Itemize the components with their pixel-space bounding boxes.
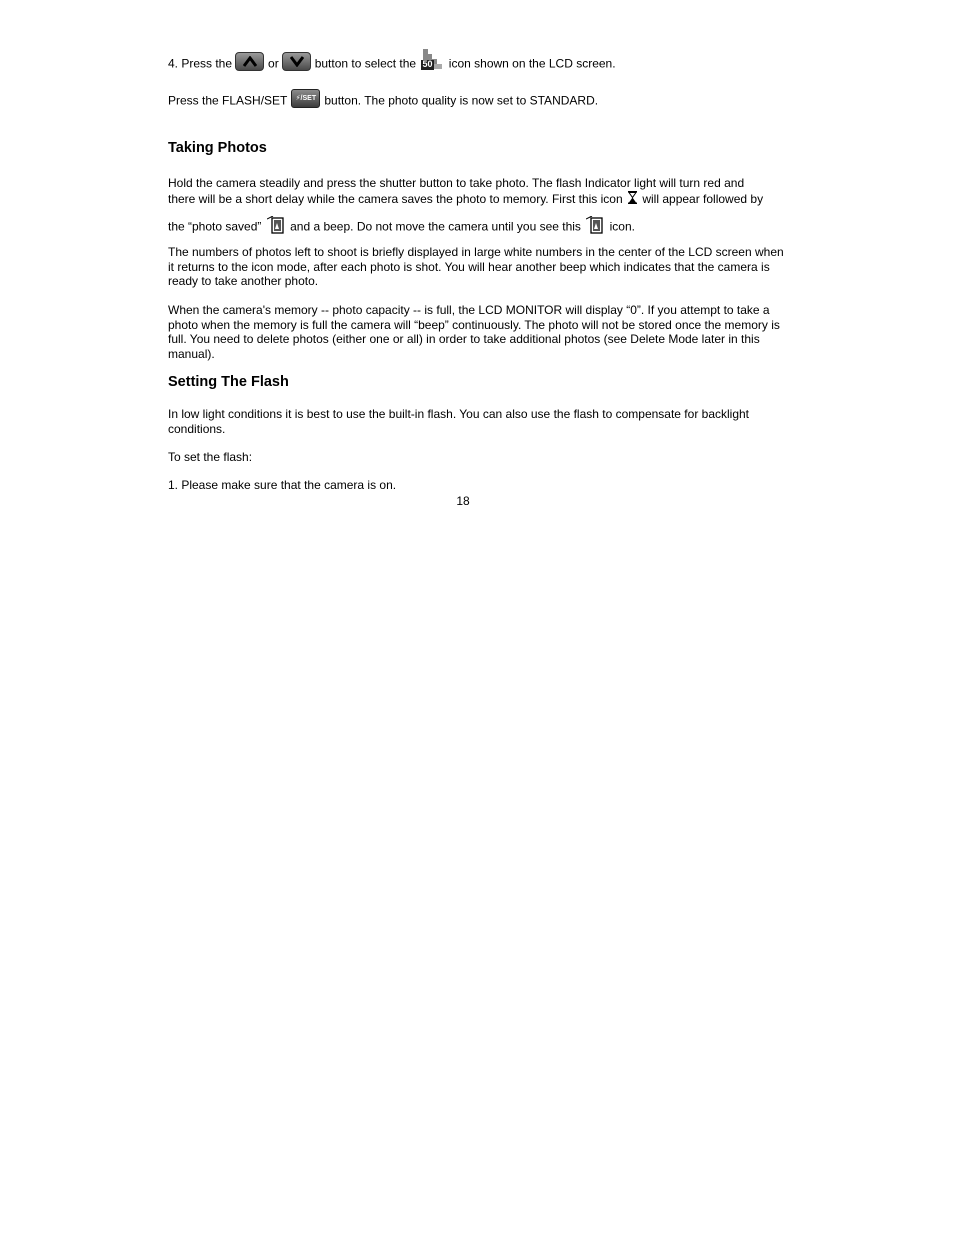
step-4-press-the: 4. Press the xyxy=(168,56,233,71)
quality-standard-icon xyxy=(421,49,443,71)
p1-line2-b: will appear followed by xyxy=(642,192,764,206)
taking-photos-p1-line2 xyxy=(168,191,763,207)
photo-saved-icon xyxy=(267,216,285,234)
step-4-select-text: button to select the xyxy=(314,56,417,71)
quality-icon-label: 50 xyxy=(422,59,433,69)
up-button-icon xyxy=(235,52,264,71)
down-button-icon xyxy=(282,52,311,71)
page-number: 18 xyxy=(456,494,470,508)
p1-line3-c: icon. xyxy=(609,219,635,234)
flash-set-after: button. The photo quality is now set to STANDARD. xyxy=(324,93,599,108)
step-4-line xyxy=(168,49,616,71)
p1-line3-b: and a beep. Do not move the camera until you see this xyxy=(290,219,581,234)
flash-set-before: Press the FLASH/SET xyxy=(168,93,288,108)
flash-set-button-icon: ⚡/SET xyxy=(291,89,320,108)
setting-flash-heading: Setting The Flash xyxy=(168,374,289,390)
setting-flash-p3: 1. Please make sure that the camera is on. xyxy=(168,478,397,492)
taking-photos-p1-line1: Hold the camera steadily and press the shutter button to take photo. The flash Indicator light will turn red and xyxy=(168,176,745,190)
taking-photos-p3: When the camera's memory -- photo capacity -- is full, the LCD MONITOR will display “0”. If you attempt to take a photo when the memory is full the camera will “beep” continuously. The photo will not be stored once the memory is full. You need to delete photos (either one or all) in order to take additional photos (see Delete Mode later in this manual). xyxy=(168,303,780,361)
p1-line2-a: there will be a short delay while the camera saves the photo to memory. First this icon xyxy=(168,192,623,206)
flash-set-line xyxy=(168,89,598,108)
setting-flash-p1: In low light conditions it is best to use the built-in flash. You can also use the flash to compensate for backlight conditions. xyxy=(168,407,750,436)
taking-photos-p2: The numbers of photos left to shoot is briefly displayed in large white numbers in the center of the LCD screen when it returns to the icon mode, after each photo is shot. You will hear another beep which indicates that the camera is ready to take another photo. xyxy=(168,245,784,288)
taking-photos-p1-line3 xyxy=(168,216,635,234)
flash-set-label: /SET xyxy=(300,95,317,102)
setting-flash-p2: To set the flash: xyxy=(168,450,253,464)
p1-line3-a: the “photo saved” xyxy=(168,219,262,234)
step-4-or: or xyxy=(268,56,279,71)
hourglass-icon xyxy=(628,191,637,204)
step-4-icon-text: icon shown on the LCD screen. xyxy=(448,56,616,71)
taking-photos-heading: Taking Photos xyxy=(168,140,267,156)
photo-saved-icon-2 xyxy=(586,216,604,234)
